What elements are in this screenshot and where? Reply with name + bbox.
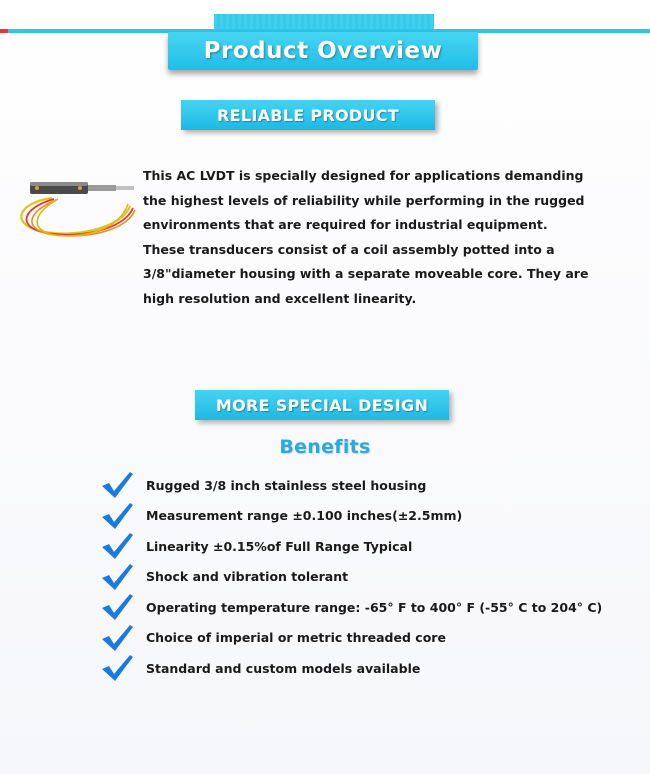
checkmark-icon (100, 501, 134, 531)
checkmark-icon (100, 562, 134, 592)
benefit-item (100, 623, 602, 654)
checkmark-icon (100, 531, 134, 561)
benefit-text: Rugged 3/8 inch stainless steel housing (146, 477, 427, 493)
benefits-list (100, 470, 602, 684)
benefit-text: Linearity ±0.15%of Full Range Typical (146, 538, 413, 554)
benefit-item (100, 653, 602, 684)
benefit-text: Measurement range ±0.100 inches(±2.5mm) (146, 508, 463, 524)
header-accent-marker (0, 29, 8, 33)
checkmark-icon (100, 653, 134, 683)
product-overview-banner (168, 32, 478, 70)
benefit-text: Operating temperature range: -65° F to 400° F (-55° C to 204° C) (146, 599, 603, 615)
benefit-item (100, 531, 602, 562)
reliable-product-banner (181, 100, 435, 130)
more-special-design-label: MORE SPECIAL DESIGN (215, 395, 429, 415)
reliable-product-label: RELIABLE PRODUCT (216, 105, 400, 125)
checkmark-icon (100, 623, 134, 653)
checkmark-icon (100, 470, 134, 500)
benefit-item (100, 562, 602, 593)
benefits-title: Benefits (279, 436, 371, 458)
benefit-item (100, 592, 602, 623)
benefit-item (100, 470, 602, 501)
lvdt-product-image (12, 168, 137, 248)
benefit-text: Shock and vibration tolerant (146, 569, 349, 585)
more-special-design-banner (195, 390, 449, 420)
benefit-item (100, 501, 602, 532)
checkmark-icon (100, 592, 134, 622)
page-title: Product Overview (203, 38, 443, 64)
benefit-text: Choice of imperial or metric threaded core (146, 630, 446, 646)
product-description: This AC LVDT is specially designed for applications demanding the highest levels of reliability while performing in the rugged environments that are required for industrial equipment. These transducers consist of a coil assembly potted into a 3/8"diameter housing with a separate moveable core. They are high resolution and excellent linearity. (143, 168, 589, 306)
benefit-text: Standard and custom models available (146, 660, 421, 676)
